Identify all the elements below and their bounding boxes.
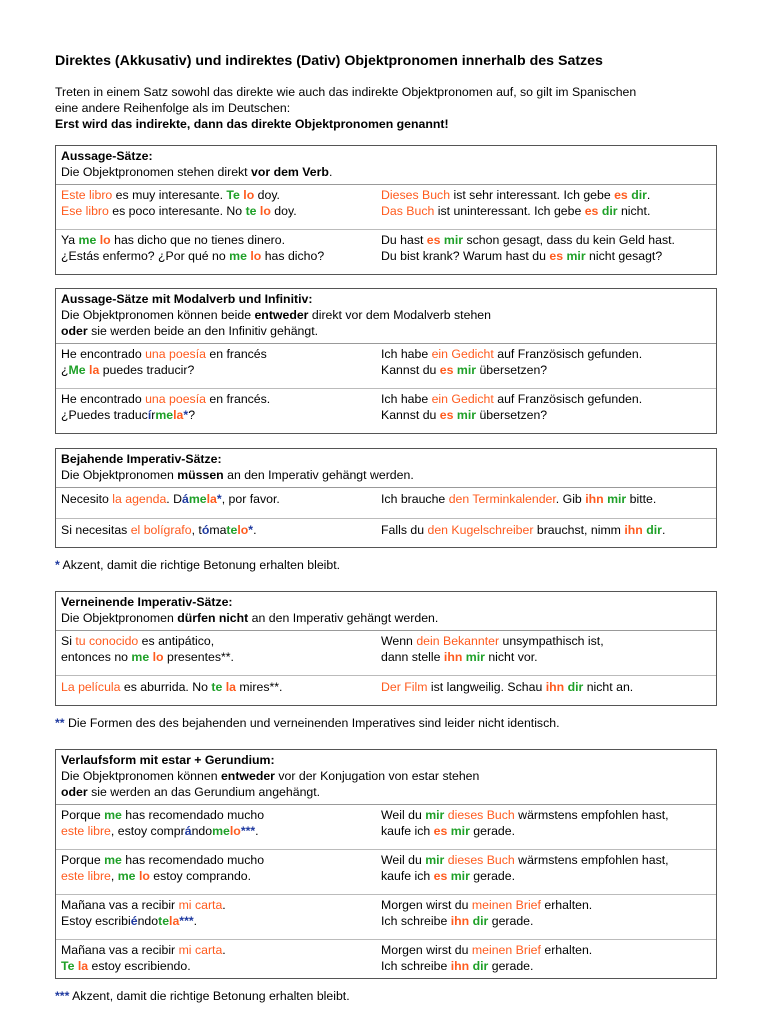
direct-object: la agenda bbox=[112, 492, 167, 507]
direct-object: Das Buch bbox=[381, 204, 435, 219]
direct-pronoun: lo bbox=[250, 249, 262, 264]
direct-pronoun: es bbox=[439, 408, 454, 423]
text: , bbox=[110, 868, 118, 883]
text: ist langweilig. Schau bbox=[427, 680, 546, 695]
direct-object: el bolígrafo bbox=[130, 523, 192, 538]
example-row bbox=[56, 849, 716, 894]
text: doy. bbox=[254, 188, 280, 203]
example-row bbox=[56, 229, 716, 274]
example-row bbox=[56, 488, 716, 518]
example-row bbox=[56, 185, 716, 229]
text: Si necesitas bbox=[61, 523, 131, 538]
text: Ya bbox=[61, 233, 79, 248]
text: . bbox=[253, 523, 257, 538]
footnote-marker: * bbox=[248, 523, 254, 538]
footnote-marker: * bbox=[183, 408, 189, 423]
direct-pronoun: lo bbox=[259, 204, 271, 219]
indirect-pronoun: dir bbox=[472, 958, 489, 973]
footnote bbox=[55, 558, 717, 574]
direct-object: La película bbox=[61, 680, 121, 695]
text: brauchst, nimm bbox=[533, 523, 625, 538]
text: nicht an. bbox=[583, 680, 634, 695]
text: has recomendado mucho bbox=[121, 852, 265, 867]
german-example bbox=[376, 233, 716, 265]
direct-object: ein Gedicht bbox=[431, 392, 494, 407]
german-example bbox=[376, 392, 716, 424]
direct-object: ein Gedicht bbox=[431, 347, 494, 362]
example-row bbox=[56, 518, 716, 547]
direct-pronoun: es bbox=[614, 188, 628, 203]
text: kaufe ich bbox=[381, 868, 434, 883]
indirect-pronoun: mir bbox=[607, 492, 627, 507]
direct-pronoun: la bbox=[225, 680, 237, 695]
text: . bbox=[193, 913, 198, 928]
direct-object: mi carta bbox=[178, 897, 223, 912]
direct-pronoun: es bbox=[549, 249, 564, 264]
direct-pronoun: lo bbox=[229, 823, 241, 838]
text: nicht vor. bbox=[484, 650, 538, 665]
text: r bbox=[151, 408, 156, 423]
text: . bbox=[222, 942, 226, 957]
indirect-pronoun: me bbox=[155, 408, 174, 423]
indirect-pronoun: mir bbox=[456, 408, 477, 423]
text: Ich brauche bbox=[381, 492, 449, 507]
text: estoy comprando. bbox=[149, 868, 252, 883]
example-row bbox=[56, 675, 716, 705]
direct-object: una poesía bbox=[145, 347, 206, 362]
text: Necesito bbox=[61, 492, 113, 507]
indirect-pronoun: me bbox=[131, 650, 150, 665]
indirect-pronoun: dir bbox=[646, 523, 662, 538]
text: . bbox=[222, 897, 226, 912]
spanish-example bbox=[56, 634, 376, 666]
footnote-marker: *** bbox=[55, 988, 70, 1003]
direct-pronoun: ihn bbox=[450, 913, 470, 928]
text: gerade. bbox=[469, 823, 516, 838]
section-title: Verlaufsform mit estar + Gerundium: bbox=[61, 753, 275, 768]
text: Ich schreibe bbox=[381, 913, 451, 928]
section-verneinende-imperativ bbox=[55, 591, 717, 706]
document-page bbox=[55, 52, 717, 1022]
german-example bbox=[376, 523, 716, 539]
section-aussage-saetze bbox=[55, 145, 717, 275]
indirect-pronoun: mir bbox=[443, 233, 464, 248]
direct-object: den Terminkalender bbox=[448, 492, 556, 507]
page-title: Direktes (Akkusativ) und indirektes (Dativ) Objektpronomen innerhalb des Satzes bbox=[55, 53, 603, 69]
section-desc: direkt vor dem Modalverb stehen bbox=[308, 308, 491, 323]
direct-object: dieses Buch bbox=[447, 852, 515, 867]
direct-pronoun: es bbox=[433, 823, 448, 838]
section-desc-bold: dürfen nicht bbox=[177, 611, 249, 626]
text: ¿ bbox=[61, 363, 69, 378]
section-desc: Die Objektpronomen bbox=[61, 611, 178, 626]
spanish-example bbox=[56, 853, 376, 885]
text: kaufe ich bbox=[381, 823, 434, 838]
intro-line: eine andere Reihenfolge als im Deutschen: bbox=[55, 101, 291, 116]
section-desc-bold: oder bbox=[61, 785, 88, 799]
text: . bbox=[646, 188, 651, 203]
text: Ich habe bbox=[381, 347, 432, 362]
direct-object: tu conocido bbox=[75, 634, 139, 649]
indirect-pronoun: mir bbox=[566, 249, 586, 264]
spanish-example bbox=[56, 492, 376, 508]
section-desc-bold: müssen bbox=[177, 468, 224, 483]
text: ist uninteressant. Ich gebe bbox=[434, 204, 585, 219]
direct-pronoun: ihn bbox=[450, 958, 470, 973]
indirect-pronoun: te bbox=[245, 204, 257, 219]
direct-pronoun: ihn bbox=[624, 523, 643, 538]
footnote-text: Akzent, damit die richtige Betonung erhalten bleibt. bbox=[59, 558, 341, 573]
text: auf Französisch gefunden. bbox=[493, 392, 643, 407]
text: Estoy escribi bbox=[61, 913, 131, 928]
indirect-pronoun: Me bbox=[68, 363, 86, 378]
accent-mark: í bbox=[147, 408, 152, 423]
spanish-example bbox=[56, 808, 376, 840]
indirect-pronoun: te bbox=[158, 913, 170, 928]
text: gerade. bbox=[488, 958, 534, 973]
text: Mañana vas a recibir bbox=[61, 942, 179, 957]
section-desc: sie werden beide an den Infinitiv gehängt. bbox=[87, 324, 319, 339]
text: es antipático, bbox=[138, 634, 215, 649]
section-desc: sie werden an das Gerundium angehängt. bbox=[87, 785, 321, 799]
spanish-example bbox=[56, 188, 376, 220]
direct-pronoun: es bbox=[584, 204, 599, 219]
direct-pronoun: la bbox=[77, 958, 89, 973]
section-desc-bold: vor dem Verb bbox=[251, 165, 329, 180]
indirect-pronoun: me bbox=[188, 492, 207, 507]
text: Ich schreibe bbox=[381, 958, 451, 973]
direct-object: Dieses Buch bbox=[381, 188, 451, 203]
german-example bbox=[376, 492, 716, 508]
german-example bbox=[376, 943, 716, 975]
footnote-text: Die Formen des des bejahenden und verneinenden Imperatives sind leider nicht identisch. bbox=[64, 716, 560, 731]
text: ma bbox=[209, 523, 227, 538]
section-header bbox=[56, 750, 716, 805]
direct-pronoun: es bbox=[439, 363, 454, 378]
section-title: Bejahende Imperativ-Sätze: bbox=[61, 452, 222, 467]
direct-object: este libre bbox=[61, 868, 111, 883]
indirect-pronoun: mir bbox=[425, 807, 445, 822]
german-example bbox=[376, 680, 716, 696]
direct-pronoun: la bbox=[206, 492, 217, 507]
text: gerade. bbox=[469, 868, 516, 883]
text: erhalten. bbox=[540, 942, 593, 957]
text: ist sehr interessant. Ich gebe bbox=[450, 188, 615, 203]
text: ¿Puedes traduc bbox=[61, 408, 148, 423]
spanish-example bbox=[56, 680, 376, 696]
section-verlaufsform bbox=[55, 749, 717, 979]
section-desc: vor der Konjugation von estar stehen bbox=[274, 769, 480, 784]
footnote bbox=[55, 989, 717, 1005]
indirect-pronoun: dir bbox=[472, 913, 489, 928]
spanish-example bbox=[56, 943, 376, 975]
indirect-pronoun: dir bbox=[631, 188, 647, 203]
text: ndo bbox=[191, 823, 213, 838]
footnote-marker: *** bbox=[179, 913, 194, 928]
indirect-pronoun: mir bbox=[465, 650, 485, 665]
text: Du hast bbox=[381, 233, 427, 248]
text: ¿Estás enfermo? ¿Por qué no bbox=[61, 249, 230, 264]
section-header bbox=[56, 146, 716, 185]
text: has recomendado mucho bbox=[121, 807, 265, 822]
footnote-marker: *** bbox=[240, 823, 256, 838]
indirect-pronoun: me bbox=[104, 807, 122, 822]
footnote bbox=[55, 716, 717, 732]
text: Porque bbox=[61, 807, 105, 822]
german-example bbox=[376, 347, 716, 379]
text: Morgen wirst du bbox=[381, 942, 472, 957]
indirect-pronoun: dir bbox=[601, 204, 618, 219]
text: Du bist krank? Warum hast du bbox=[381, 249, 550, 264]
accent-mark: é bbox=[130, 913, 138, 928]
section-desc: Die Objektpronomen können beide bbox=[61, 308, 255, 323]
section-desc-bold: entweder bbox=[254, 308, 309, 323]
section-title: Aussage-Sätze mit Modalverb und Infinitiv: bbox=[61, 292, 313, 307]
text: estoy escribiendo. bbox=[88, 958, 191, 973]
indirect-pronoun: mir bbox=[456, 363, 477, 378]
german-example bbox=[376, 634, 716, 666]
indirect-pronoun: te bbox=[226, 523, 238, 538]
text: übersetzen? bbox=[476, 363, 548, 378]
spanish-example bbox=[56, 523, 376, 539]
example-row bbox=[56, 939, 716, 978]
german-example bbox=[376, 188, 716, 220]
text: es aburrida. No bbox=[120, 680, 212, 695]
text: es poco interesante. No bbox=[108, 204, 246, 219]
direct-object: Ese libro bbox=[61, 204, 109, 219]
indirect-pronoun: te bbox=[211, 680, 223, 695]
text: Kannst du bbox=[381, 408, 440, 423]
text: Wenn bbox=[381, 634, 417, 649]
section-title: Verneinende Imperativ-Sätze: bbox=[61, 595, 233, 610]
indirect-pronoun: me bbox=[229, 249, 247, 264]
text: Morgen wirst du bbox=[381, 897, 472, 912]
text: wärmstens empfohlen hast, bbox=[514, 807, 669, 822]
indirect-pronoun: mir bbox=[425, 852, 445, 867]
direct-pronoun: es bbox=[426, 233, 441, 248]
direct-pronoun: lo bbox=[152, 650, 164, 665]
text: mires**. bbox=[236, 680, 283, 695]
section-bejahende-imperativ bbox=[55, 448, 717, 548]
text: Falls du bbox=[381, 523, 428, 538]
intro-rule: Erst wird das indirekte, dann das direkte Objektpronomen genannt! bbox=[55, 117, 449, 132]
text: en francés bbox=[205, 347, 267, 362]
text: en francés. bbox=[205, 392, 271, 407]
example-row bbox=[56, 805, 716, 849]
intro-line: Treten in einem Satz sowohl das direkte wie auch das indirekte Objektpronomen auf, so gilt im Spanischen bbox=[55, 85, 637, 100]
direct-object: dieses Buch bbox=[447, 807, 515, 822]
text: entonces no bbox=[61, 650, 132, 665]
indirect-pronoun: me bbox=[104, 852, 122, 867]
text: Weil du bbox=[381, 852, 426, 867]
spanish-example bbox=[56, 233, 376, 265]
text: nicht. bbox=[617, 204, 651, 219]
direct-pronoun: ihn bbox=[443, 650, 463, 665]
section-desc: Die Objektpronomen stehen direkt bbox=[61, 165, 252, 180]
text: ? bbox=[188, 408, 196, 423]
section-desc: an den Imperativ gehängt werden. bbox=[223, 468, 414, 483]
text: Weil du bbox=[381, 807, 426, 822]
footnote-text: Akzent, damit die richtige Betonung erhalten bleibt. bbox=[69, 988, 350, 1003]
text: unsympathisch ist, bbox=[499, 634, 604, 649]
direct-object: meinen Brief bbox=[471, 897, 541, 912]
text: schon gesagt, dass du kein Geld hast. bbox=[463, 233, 675, 248]
section-desc-bold: entweder bbox=[220, 769, 275, 784]
text: . Gib bbox=[555, 492, 586, 507]
section-desc: . bbox=[328, 165, 333, 180]
indirect-pronoun: Te bbox=[61, 958, 75, 973]
text: auf Französisch gefunden. bbox=[493, 347, 643, 362]
direct-object: den Kugelschreiber bbox=[427, 523, 534, 538]
text: Si bbox=[61, 634, 76, 649]
direct-pronoun: ihn bbox=[585, 492, 604, 507]
section-desc: Die Objektpronomen können bbox=[61, 769, 221, 784]
text: übersetzen? bbox=[476, 408, 548, 423]
direct-pronoun: la bbox=[169, 913, 180, 928]
text: ndo bbox=[137, 913, 159, 928]
indirect-pronoun: Te bbox=[226, 188, 240, 203]
direct-object: Este libro bbox=[61, 188, 113, 203]
text: wärmstens empfohlen hast, bbox=[514, 852, 669, 867]
direct-pronoun: lo bbox=[138, 868, 150, 883]
text: has dicho que no tienes dinero. bbox=[110, 233, 286, 248]
german-example bbox=[376, 808, 716, 840]
text: nicht gesagt? bbox=[585, 249, 663, 264]
section-header bbox=[56, 592, 716, 631]
direct-pronoun: lo bbox=[99, 233, 111, 248]
text: has dicho? bbox=[261, 249, 325, 264]
indirect-pronoun: dir bbox=[567, 680, 584, 695]
text: gerade. bbox=[488, 913, 534, 928]
text: . D bbox=[166, 492, 183, 507]
direct-pronoun: la bbox=[89, 363, 100, 378]
direct-pronoun: es bbox=[433, 868, 448, 883]
direct-object: una poesía bbox=[145, 392, 206, 407]
direct-pronoun: la bbox=[173, 408, 184, 423]
direct-pronoun: ihn bbox=[545, 680, 565, 695]
indirect-pronoun: mir bbox=[450, 868, 470, 883]
example-row bbox=[56, 631, 716, 675]
text: Ich habe bbox=[381, 392, 432, 407]
footnote-marker: * bbox=[216, 492, 222, 507]
text: doy. bbox=[270, 204, 297, 219]
text: Mañana vas a recibir bbox=[61, 897, 179, 912]
direct-pronoun: lo bbox=[243, 188, 255, 203]
section-title: Aussage-Sätze: bbox=[61, 149, 153, 164]
text: He encontrado bbox=[61, 347, 146, 362]
text: . bbox=[661, 523, 666, 538]
section-header bbox=[56, 289, 716, 344]
direct-object: Der Film bbox=[381, 680, 428, 695]
indirect-pronoun: me bbox=[212, 823, 230, 838]
spanish-example bbox=[56, 347, 376, 379]
text: puedes traducir? bbox=[99, 363, 195, 378]
footnote-marker: * bbox=[55, 558, 60, 573]
section-desc: an den Imperativ gehängt werden. bbox=[248, 611, 439, 626]
text: presentes**. bbox=[163, 650, 234, 665]
accent-mark: á bbox=[182, 492, 189, 507]
section-desc: Die Objektpronomen bbox=[61, 468, 178, 483]
section-modalverb bbox=[55, 288, 717, 434]
spanish-example bbox=[56, 898, 376, 930]
text: , por favor. bbox=[221, 492, 280, 507]
text: , t bbox=[191, 523, 202, 538]
german-example bbox=[376, 853, 716, 885]
accent-mark: á bbox=[184, 823, 192, 838]
example-row bbox=[56, 894, 716, 939]
text: Porque bbox=[61, 852, 105, 867]
direct-object: mi carta bbox=[178, 942, 223, 957]
direct-object: meinen Brief bbox=[471, 942, 541, 957]
text: bitte. bbox=[626, 492, 657, 507]
indirect-pronoun: me bbox=[78, 233, 97, 248]
section-header bbox=[56, 449, 716, 488]
text: He encontrado bbox=[61, 392, 146, 407]
indirect-pronoun: me bbox=[117, 868, 136, 883]
intro-paragraph bbox=[55, 85, 717, 133]
text: , estoy compr bbox=[110, 823, 185, 838]
german-example bbox=[376, 898, 716, 930]
text: erhalten. bbox=[540, 897, 593, 912]
footnote-marker: ** bbox=[55, 716, 65, 731]
direct-object: dein Bekannter bbox=[416, 634, 500, 649]
section-desc-bold: oder bbox=[61, 324, 88, 339]
direct-pronoun: lo bbox=[237, 523, 249, 538]
example-row bbox=[56, 344, 716, 388]
example-row bbox=[56, 388, 716, 433]
indirect-pronoun: mir bbox=[450, 823, 470, 838]
text: Kannst du bbox=[381, 363, 440, 378]
accent-mark: ó bbox=[201, 523, 210, 538]
spanish-example bbox=[56, 392, 376, 424]
text: . bbox=[255, 823, 259, 838]
text: dann stelle bbox=[381, 650, 444, 665]
direct-object: este libre bbox=[61, 823, 111, 838]
text: es muy interesante. bbox=[112, 188, 227, 203]
